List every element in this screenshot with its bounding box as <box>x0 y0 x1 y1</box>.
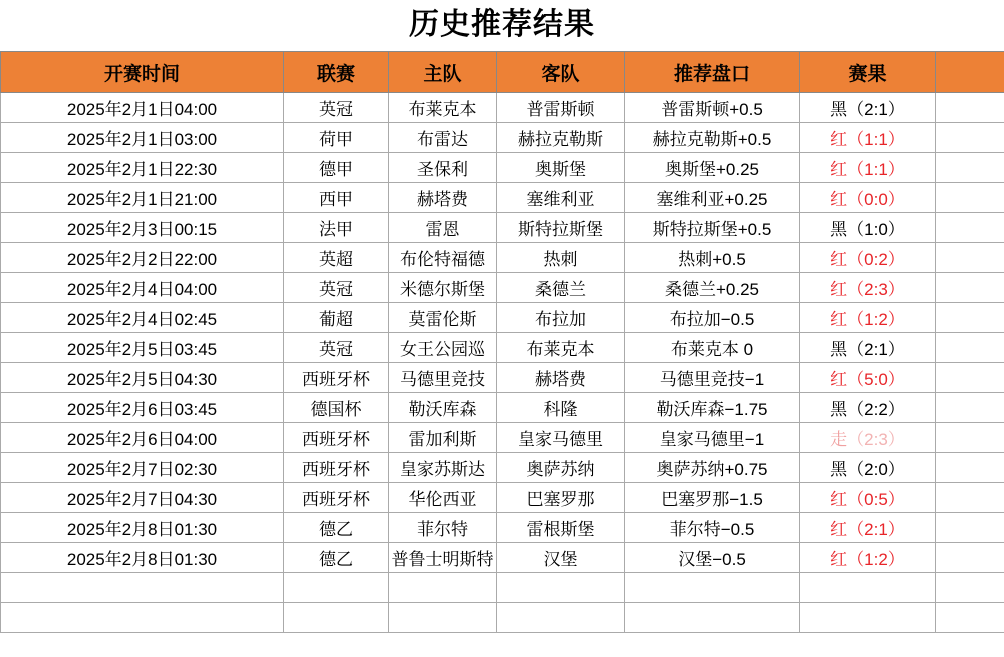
cell-home-team: 雷加利斯 <box>389 423 497 453</box>
cell-odds: 奥斯堡+0.25 <box>625 153 800 183</box>
cell-time: 2025年2月4日02:45 <box>1 303 284 333</box>
cell-empty <box>389 573 497 603</box>
table-row <box>1 243 1004 273</box>
cell-league: 西班牙杯 <box>284 483 389 513</box>
column-header-home: 主队 <box>389 52 497 93</box>
result-score: （1:1） <box>847 160 905 179</box>
cell-result <box>800 393 936 423</box>
result-label: 走 <box>830 430 848 449</box>
cell-odds: 热刺+0.5 <box>625 243 800 273</box>
cell-home-team: 布雷达 <box>389 123 497 153</box>
cell-league: 西班牙杯 <box>284 363 389 393</box>
cell-away-team: 赫拉克勒斯 <box>497 123 625 153</box>
column-header-result: 赛果 <box>800 52 936 93</box>
cell-league: 英冠 <box>284 333 389 363</box>
cell-league: 西班牙杯 <box>284 453 389 483</box>
cell-odds: 马德里竞技−1 <box>625 363 800 393</box>
cell-odds: 皇家马德里−1 <box>625 423 800 453</box>
cell-odds: 塞维利亚+0.25 <box>625 183 800 213</box>
table-row <box>1 153 1004 183</box>
cell-home-team: 皇家苏斯达 <box>389 453 497 483</box>
cell-home-team: 布莱克本 <box>389 93 497 123</box>
cell-away-team: 斯特拉斯堡 <box>497 213 625 243</box>
table-header <box>1 52 1004 93</box>
cell-spacer <box>936 93 1004 123</box>
result-score: （2:1） <box>847 100 905 119</box>
cell-result <box>800 93 936 123</box>
cell-result <box>800 423 936 453</box>
cell-result <box>800 483 936 513</box>
cell-away-team: 奥斯堡 <box>497 153 625 183</box>
cell-home-team: 布伦特福德 <box>389 243 497 273</box>
cell-odds: 布莱克本 0 <box>625 333 800 363</box>
cell-league: 德乙 <box>284 543 389 573</box>
table-row <box>1 453 1004 483</box>
cell-spacer <box>936 543 1004 573</box>
cell-league: 德乙 <box>284 513 389 543</box>
cell-odds: 奥萨苏纳+0.75 <box>625 453 800 483</box>
cell-league: 德甲 <box>284 153 389 183</box>
cell-league: 英冠 <box>284 273 389 303</box>
table-row <box>1 183 1004 213</box>
cell-spacer <box>936 453 1004 483</box>
cell-empty <box>497 573 625 603</box>
cell-time: 2025年2月1日22:30 <box>1 153 284 183</box>
cell-time: 2025年2月5日03:45 <box>1 333 284 363</box>
result-label: 黑 <box>830 460 848 479</box>
cell-result <box>800 543 936 573</box>
result-score: （2:3） <box>847 430 905 449</box>
cell-odds: 普雷斯顿+0.5 <box>625 93 800 123</box>
cell-empty <box>284 573 389 603</box>
column-header-time: 开赛时间 <box>1 52 284 93</box>
cell-time: 2025年2月5日04:30 <box>1 363 284 393</box>
history-results-table <box>0 51 1004 633</box>
table-row <box>1 273 1004 303</box>
cell-spacer <box>936 423 1004 453</box>
result-label: 红 <box>830 310 848 329</box>
cell-league: 葡超 <box>284 303 389 333</box>
cell-home-team: 华伦西亚 <box>389 483 497 513</box>
cell-result <box>800 153 936 183</box>
column-header-league: 联赛 <box>284 52 389 93</box>
table-row <box>1 513 1004 543</box>
cell-spacer <box>936 243 1004 273</box>
cell-home-team: 菲尔特 <box>389 513 497 543</box>
cell-time: 2025年2月6日04:00 <box>1 423 284 453</box>
cell-result <box>800 273 936 303</box>
result-label: 红 <box>830 280 848 299</box>
result-score: （0:2） <box>847 250 905 269</box>
cell-league: 西甲 <box>284 183 389 213</box>
table-body <box>1 93 1004 633</box>
cell-away-team: 雷根斯堡 <box>497 513 625 543</box>
cell-time: 2025年2月1日03:00 <box>1 123 284 153</box>
cell-league: 德国杯 <box>284 393 389 423</box>
cell-result <box>800 243 936 273</box>
cell-odds: 布拉加−0.5 <box>625 303 800 333</box>
table-row <box>1 303 1004 333</box>
cell-odds: 赫拉克勒斯+0.5 <box>625 123 800 153</box>
table-row-empty <box>1 573 1004 603</box>
result-score: （0:5） <box>847 490 905 509</box>
cell-result <box>800 513 936 543</box>
cell-home-team: 莫雷伦斯 <box>389 303 497 333</box>
result-label: 红 <box>830 160 848 179</box>
cell-away-team: 科隆 <box>497 393 625 423</box>
table-row <box>1 363 1004 393</box>
cell-empty <box>800 573 936 603</box>
cell-empty <box>625 573 800 603</box>
result-label: 红 <box>830 130 848 149</box>
cell-odds: 斯特拉斯堡+0.5 <box>625 213 800 243</box>
cell-spacer <box>936 333 1004 363</box>
cell-result <box>800 363 936 393</box>
cell-spacer <box>936 513 1004 543</box>
cell-league: 英超 <box>284 243 389 273</box>
cell-home-team: 女王公园巡 <box>389 333 497 363</box>
table-row <box>1 213 1004 243</box>
cell-result <box>800 333 936 363</box>
cell-away-team: 普雷斯顿 <box>497 93 625 123</box>
result-score: （2:3） <box>847 280 905 299</box>
column-header-odds: 推荐盘口 <box>625 52 800 93</box>
cell-result <box>800 213 936 243</box>
cell-odds: 桑德兰+0.25 <box>625 273 800 303</box>
result-label: 红 <box>830 370 848 389</box>
result-label: 红 <box>830 190 848 209</box>
cell-odds: 勒沃库森−1.75 <box>625 393 800 423</box>
cell-home-team: 圣保利 <box>389 153 497 183</box>
result-label: 黑 <box>830 220 848 239</box>
cell-spacer <box>936 123 1004 153</box>
column-header-spacer <box>936 52 1004 93</box>
cell-away-team: 桑德兰 <box>497 273 625 303</box>
cell-spacer <box>936 213 1004 243</box>
table-row <box>1 423 1004 453</box>
result-score: （1:2） <box>847 550 905 569</box>
cell-result <box>800 123 936 153</box>
result-score: （5:0） <box>847 370 905 389</box>
cell-empty <box>389 603 497 633</box>
result-score: （1:0） <box>847 220 905 239</box>
cell-spacer <box>936 273 1004 303</box>
cell-odds: 汉堡−0.5 <box>625 543 800 573</box>
table-row <box>1 543 1004 573</box>
cell-time: 2025年2月1日21:00 <box>1 183 284 213</box>
cell-time: 2025年2月7日02:30 <box>1 453 284 483</box>
cell-spacer <box>936 363 1004 393</box>
table-row-empty <box>1 603 1004 633</box>
cell-home-team: 勒沃库森 <box>389 393 497 423</box>
cell-time: 2025年2月4日04:00 <box>1 273 284 303</box>
cell-empty <box>625 603 800 633</box>
cell-empty <box>284 603 389 633</box>
cell-result <box>800 303 936 333</box>
cell-home-team: 米德尔斯堡 <box>389 273 497 303</box>
cell-odds: 菲尔特−0.5 <box>625 513 800 543</box>
result-score: （0:0） <box>847 190 905 209</box>
cell-away-team: 皇家马德里 <box>497 423 625 453</box>
result-label: 红 <box>830 520 848 539</box>
cell-home-team: 雷恩 <box>389 213 497 243</box>
cell-away-team: 巴塞罗那 <box>497 483 625 513</box>
cell-time: 2025年2月7日04:30 <box>1 483 284 513</box>
cell-league: 西班牙杯 <box>284 423 389 453</box>
cell-empty <box>1 573 284 603</box>
cell-away-team: 奥萨苏纳 <box>497 453 625 483</box>
cell-time: 2025年2月3日00:15 <box>1 213 284 243</box>
cell-spacer <box>936 483 1004 513</box>
cell-away-team: 热刺 <box>497 243 625 273</box>
cell-empty <box>1 603 284 633</box>
table-header-row <box>1 52 1004 93</box>
cell-home-team: 普鲁士明斯特 <box>389 543 497 573</box>
page-title: 历史推荐结果 <box>409 8 595 41</box>
cell-away-team: 布莱克本 <box>497 333 625 363</box>
result-label: 红 <box>830 550 848 569</box>
cell-league: 法甲 <box>284 213 389 243</box>
cell-spacer <box>936 153 1004 183</box>
cell-empty <box>936 603 1004 633</box>
cell-time: 2025年2月2日22:00 <box>1 243 284 273</box>
table-row <box>1 123 1004 153</box>
table-row <box>1 93 1004 123</box>
cell-home-team: 马德里竞技 <box>389 363 497 393</box>
cell-away-team: 汉堡 <box>497 543 625 573</box>
cell-time: 2025年2月8日01:30 <box>1 513 284 543</box>
result-label: 红 <box>830 250 848 269</box>
cell-result <box>800 183 936 213</box>
cell-league: 英冠 <box>284 93 389 123</box>
cell-spacer <box>936 183 1004 213</box>
result-score: （1:2） <box>847 310 905 329</box>
cell-away-team: 布拉加 <box>497 303 625 333</box>
cell-empty <box>800 603 936 633</box>
table-row <box>1 333 1004 363</box>
table-row <box>1 483 1004 513</box>
table-row <box>1 393 1004 423</box>
cell-home-team: 赫塔费 <box>389 183 497 213</box>
cell-away-team: 塞维利亚 <box>497 183 625 213</box>
cell-result <box>800 453 936 483</box>
cell-time: 2025年2月8日01:30 <box>1 543 284 573</box>
cell-odds: 巴塞罗那−1.5 <box>625 483 800 513</box>
cell-empty <box>936 573 1004 603</box>
result-label: 黑 <box>830 340 848 359</box>
result-score: （2:0） <box>847 460 905 479</box>
cell-time: 2025年2月6日03:45 <box>1 393 284 423</box>
cell-spacer <box>936 393 1004 423</box>
result-score: （2:1） <box>847 340 905 359</box>
result-label: 黑 <box>830 100 848 119</box>
cell-league: 荷甲 <box>284 123 389 153</box>
result-label: 红 <box>830 490 848 509</box>
result-score: （1:1） <box>847 130 905 149</box>
cell-empty <box>497 603 625 633</box>
column-header-away: 客队 <box>497 52 625 93</box>
result-score: （2:1） <box>847 520 905 539</box>
result-label: 黑 <box>830 400 848 419</box>
cell-away-team: 赫塔费 <box>497 363 625 393</box>
cell-time: 2025年2月1日04:00 <box>1 93 284 123</box>
result-score: （2:2） <box>847 400 905 419</box>
cell-spacer <box>936 303 1004 333</box>
